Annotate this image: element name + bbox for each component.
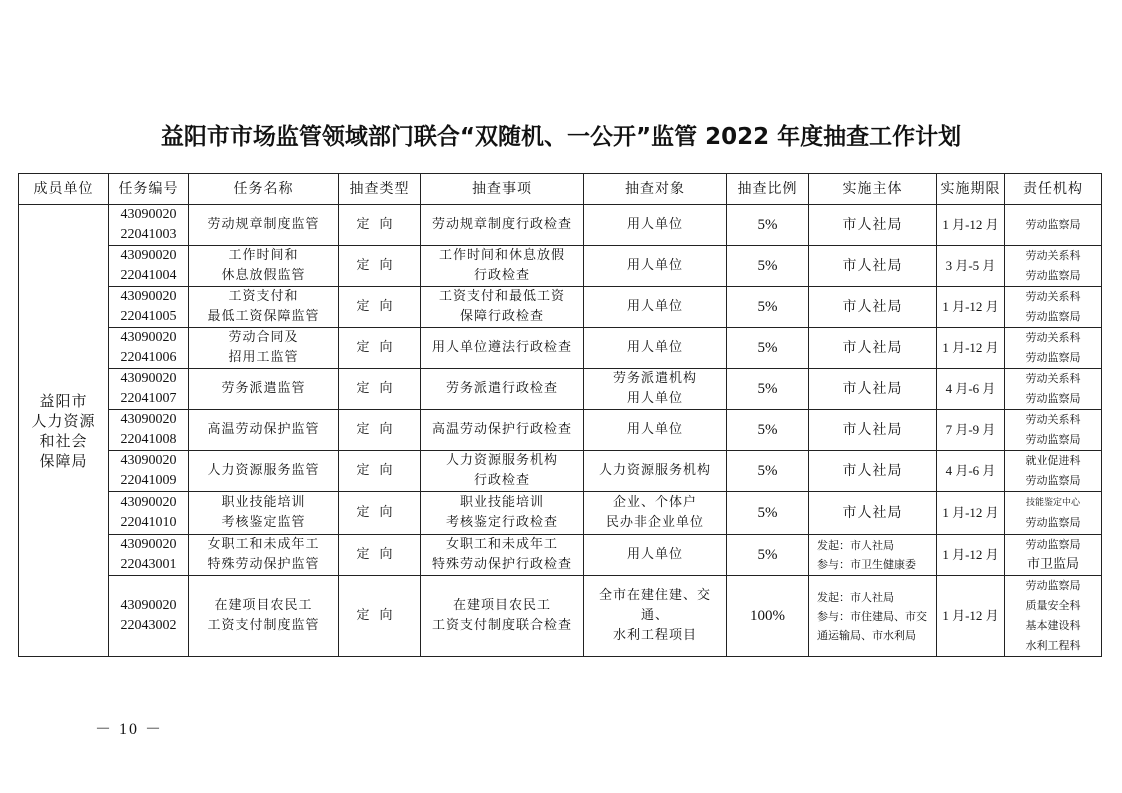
implementation-period-cell: 1 月-12 月 (937, 576, 1005, 657)
implementing-body-cell-line: 市人社局 (842, 299, 903, 315)
task-name-cell (189, 287, 339, 328)
responsible-org-cell (1005, 287, 1102, 328)
member-unit-cell-line: 保障局 (39, 451, 88, 470)
task-name-cell-line: 在建项目农民工 (214, 598, 313, 613)
responsible-org-cell (1005, 410, 1102, 451)
implementing-body-cell-line: 发起：市人社局 (817, 590, 894, 604)
task-code-cell (109, 328, 189, 369)
responsible-org-cell-line: 劳动监察局 (1025, 579, 1081, 592)
implementing-body-cell-line: 市人社局 (842, 258, 903, 274)
implementing-body-cell (809, 535, 937, 576)
inspection-object-cell (584, 410, 727, 451)
task-name-cell-line: 劳务派遣监管 (221, 381, 306, 396)
task-name-cell-line: 考核鉴定监管 (221, 515, 306, 530)
responsible-org-cell-line: 市卫监局 (1026, 557, 1079, 572)
inspection-object-cell (584, 246, 727, 287)
implementation-period-cell: 7 月-9 月 (937, 410, 1005, 451)
table-row (19, 205, 1102, 246)
inspection-type-cell: 定向 (339, 287, 421, 328)
responsible-org-cell-line: 劳动监察局 (1025, 269, 1081, 282)
task-code-cell-line: 22043002 (120, 618, 177, 633)
task-code-cell-line: 43090020 (120, 207, 177, 222)
task-code-cell-line: 22041004 (120, 268, 177, 283)
responsible-org-cell-line: 劳动关系科 (1025, 372, 1081, 385)
table-row (19, 451, 1102, 492)
task-code-cell-line: 43090020 (120, 495, 177, 510)
inspection-ratio-cell: 5% (727, 246, 809, 287)
inspection-item-cell (421, 451, 584, 492)
implementing-body-cell (809, 287, 937, 328)
inspection-type-cell: 定向 (339, 451, 421, 492)
implementing-body-cell (809, 205, 937, 246)
implementation-period-cell: 1 月-12 月 (937, 535, 1005, 576)
inspection-type-cell: 定向 (339, 492, 421, 535)
inspection-item-cell (421, 410, 584, 451)
implementing-body-cell-line: 发起：市人社局 (817, 539, 894, 552)
implementing-body-cell-line: 市人社局 (842, 505, 903, 521)
inspection-type-cell: 定向 (339, 246, 421, 287)
inspection-item-cell (421, 492, 584, 535)
task-code-cell-line: 43090020 (120, 289, 177, 304)
inspection-object-cell (584, 492, 727, 535)
column-header: 成员单位 (19, 174, 109, 205)
inspection-type-cell: 定向 (339, 369, 421, 410)
inspection-item-cell-line: 工作时间和休息放假 (438, 248, 565, 263)
inspection-object-cell-line: 企业、个体户 (612, 495, 697, 510)
task-name-cell-line: 职业技能培训 (221, 495, 306, 510)
inspection-item-cell-line: 行政检查 (473, 473, 530, 488)
responsible-org-cell (1005, 328, 1102, 369)
task-code-cell (109, 451, 189, 492)
responsible-org-cell-line: 劳动监察局 (1025, 310, 1081, 323)
inspection-ratio-cell: 5% (727, 287, 809, 328)
inspection-item-cell (421, 328, 584, 369)
responsible-org-cell (1005, 492, 1102, 535)
responsible-org-cell (1005, 576, 1102, 657)
implementing-body-cell (809, 492, 937, 535)
inspection-plan-table (18, 173, 1102, 657)
inspection-object-cell (584, 205, 727, 246)
task-code-cell (109, 410, 189, 451)
task-name-cell-line: 女职工和未成年工 (207, 537, 320, 552)
responsible-org-cell-line: 劳动关系科 (1025, 290, 1081, 303)
inspection-item-cell (421, 287, 584, 328)
implementing-body-cell-line: 参与：市住建局、市交 (817, 609, 927, 623)
task-code-cell (109, 369, 189, 410)
implementation-period-cell: 4 月-6 月 (937, 451, 1005, 492)
inspection-item-cell-line: 在建项目农民工 (452, 598, 551, 613)
column-header: 责任机构 (1005, 174, 1102, 205)
task-name-cell-line: 工作时间和 (228, 248, 299, 263)
member-unit-cell-line: 人力资源 (31, 411, 96, 430)
implementing-body-cell (809, 451, 937, 492)
column-header: 实施主体 (809, 174, 937, 205)
inspection-item-cell-line: 高温劳动保护行政检查 (431, 422, 572, 437)
task-name-cell (189, 576, 339, 657)
responsible-org-cell-line: 劳动监察局 (1025, 351, 1081, 364)
implementation-period-cell: 3 月-5 月 (937, 246, 1005, 287)
inspection-object-cell-line: 用人单位 (626, 391, 683, 406)
member-unit-cell-line: 和社会 (39, 431, 88, 450)
task-code-cell-line: 43090020 (120, 371, 177, 386)
responsible-org-cell (1005, 535, 1102, 576)
task-name-cell-line: 工资支付制度监管 (207, 618, 320, 633)
task-name-cell-line: 工资支付和 (228, 289, 299, 304)
task-code-cell-line: 43090020 (120, 453, 177, 468)
inspection-object-cell-line: 水利工程项目 (612, 628, 697, 643)
implementation-period-cell: 1 月-12 月 (937, 205, 1005, 246)
responsible-org-cell-line: 质量安全科 (1025, 599, 1081, 612)
implementing-body-cell (809, 328, 937, 369)
table-row (19, 246, 1102, 287)
inspection-object-cell-line: 劳务派遣机构 (612, 371, 697, 386)
task-code-cell-line: 43090020 (120, 248, 177, 263)
task-code-cell-line: 22041005 (120, 309, 177, 324)
inspection-object-cell-line: 用人单位 (626, 340, 683, 355)
task-name-cell (189, 205, 339, 246)
inspection-item-cell-line: 特殊劳动保护行政检查 (431, 557, 572, 572)
inspection-ratio-cell: 5% (727, 205, 809, 246)
implementing-body-cell-line: 市人社局 (842, 217, 903, 233)
task-name-cell-line: 休息放假监管 (221, 268, 306, 283)
inspection-item-cell-line: 用人单位遵法行政检查 (431, 340, 572, 355)
inspection-ratio-cell: 5% (727, 410, 809, 451)
task-code-cell-line: 22043001 (120, 557, 177, 572)
inspection-object-cell-line: 用人单位 (626, 258, 683, 273)
implementation-period-cell: 4 月-6 月 (937, 369, 1005, 410)
table-row (19, 410, 1102, 451)
inspection-object-cell (584, 369, 727, 410)
task-code-cell (109, 205, 189, 246)
responsible-org-cell-line: 水利工程科 (1025, 639, 1081, 652)
implementing-body-cell (809, 369, 937, 410)
implementing-body-cell-line: 市人社局 (842, 381, 903, 397)
responsible-org-cell-line: 劳动关系科 (1025, 331, 1081, 344)
inspection-type-cell: 定向 (339, 328, 421, 369)
implementing-body-cell-line: 参与：市卫生健康委 (817, 558, 916, 571)
task-name-cell (189, 535, 339, 576)
inspection-item-cell-line: 职业技能培训 (459, 495, 544, 510)
task-code-cell-line: 43090020 (120, 330, 177, 345)
inspection-object-cell-line: 全市在建住建、交通、 (598, 588, 711, 623)
table-row (19, 328, 1102, 369)
implementing-body-cell-line: 市人社局 (842, 463, 903, 479)
task-name-cell-line: 最低工资保障监管 (207, 309, 320, 324)
inspection-item-cell-line: 行政检查 (473, 268, 530, 283)
task-name-cell (189, 328, 339, 369)
inspection-item-cell-line: 人力资源服务机构 (445, 453, 558, 468)
task-name-cell (189, 492, 339, 535)
responsible-org-cell (1005, 205, 1102, 246)
implementing-body-cell (809, 576, 937, 657)
task-name-cell (189, 410, 339, 451)
task-name-cell (189, 246, 339, 287)
task-name-cell-line: 特殊劳动保护监管 (207, 557, 320, 572)
responsible-org-cell-line: 劳动监察局 (1025, 218, 1081, 231)
task-code-cell-line: 43090020 (120, 537, 177, 552)
task-code-cell-line: 22041006 (120, 350, 177, 365)
inspection-type-cell: 定向 (339, 205, 421, 246)
responsible-org-cell (1005, 369, 1102, 410)
task-code-cell-line: 22041009 (120, 473, 177, 488)
inspection-item-cell-line: 劳务派遣行政检查 (445, 381, 558, 396)
implementing-body-cell (809, 246, 937, 287)
inspection-item-cell (421, 576, 584, 657)
inspection-item-cell-line: 工资支付制度联合检查 (431, 618, 572, 633)
inspection-ratio-cell: 5% (727, 535, 809, 576)
task-code-cell-line: 22041008 (120, 432, 177, 447)
task-code-cell-line: 43090020 (120, 412, 177, 427)
implementation-period-cell: 1 月-12 月 (937, 492, 1005, 535)
page-number: － 10 － (95, 721, 164, 738)
inspection-ratio-cell: 5% (727, 369, 809, 410)
inspection-item-cell-line: 劳动规章制度行政检查 (431, 217, 572, 232)
inspection-item-cell-line: 女职工和未成年工 (445, 537, 558, 552)
inspection-object-cell-line: 人力资源服务机构 (598, 463, 711, 478)
column-header: 抽查比例 (727, 174, 809, 205)
inspection-type-cell: 定向 (339, 576, 421, 657)
task-code-cell (109, 535, 189, 576)
inspection-object-cell (584, 287, 727, 328)
column-header: 任务编号 (109, 174, 189, 205)
inspection-item-cell-line: 保障行政检查 (459, 309, 544, 324)
inspection-type-cell: 定向 (339, 410, 421, 451)
task-code-cell (109, 492, 189, 535)
responsible-org-cell-line: 劳动监察局 (1025, 516, 1081, 529)
inspection-object-cell (584, 535, 727, 576)
task-name-cell-line: 劳动规章制度监管 (207, 217, 320, 232)
inspection-object-cell (584, 576, 727, 657)
inspection-item-cell-line: 工资支付和最低工资 (438, 289, 565, 304)
table-header-row (19, 174, 1102, 205)
task-name-cell-line: 劳动合同及 (228, 330, 299, 345)
task-code-cell-line: 22041010 (120, 515, 177, 530)
inspection-item-cell (421, 369, 584, 410)
responsible-org-cell (1005, 451, 1102, 492)
column-header: 抽查事项 (421, 174, 584, 205)
responsible-org-cell-line: 劳动监察局 (1025, 538, 1081, 551)
inspection-ratio-cell: 5% (727, 492, 809, 535)
task-code-cell (109, 246, 189, 287)
inspection-ratio-cell: 100% (727, 576, 809, 657)
responsible-org-cell-line: 基本建设科 (1025, 619, 1081, 632)
member-unit-cell-line: 益阳市 (39, 391, 88, 410)
inspection-object-cell (584, 328, 727, 369)
inspection-type-cell: 定向 (339, 535, 421, 576)
responsible-org-cell-line: 劳动监察局 (1025, 392, 1081, 405)
table-row (19, 492, 1102, 535)
task-name-cell-line: 招用工监管 (228, 350, 299, 365)
task-code-cell-line: 43090020 (120, 598, 177, 613)
implementing-body-cell-line: 通运输局、市水利局 (817, 628, 916, 642)
responsible-org-cell (1005, 246, 1102, 287)
task-code-cell (109, 576, 189, 657)
column-header: 抽查对象 (584, 174, 727, 205)
task-name-cell-line: 人力资源服务监管 (207, 463, 320, 478)
task-code-cell-line: 22041007 (120, 391, 177, 406)
table-row (19, 369, 1102, 410)
responsible-org-cell-line: 就业促进科 (1025, 454, 1081, 467)
inspection-item-cell (421, 205, 584, 246)
page-title: 益阳市市场监管领域部门联合“双随机、一公开”监管 2022 年度抽查工作计划 (160, 124, 962, 150)
table-row (19, 535, 1102, 576)
inspection-object-cell-line: 用人单位 (626, 422, 683, 437)
column-header: 抽查类型 (339, 174, 421, 205)
inspection-object-cell-line: 用人单位 (626, 547, 683, 562)
responsible-org-cell-line: 劳动关系科 (1025, 249, 1081, 262)
responsible-org-cell-line: 技能鉴定中心 (1025, 498, 1080, 508)
responsible-org-cell-line: 劳动关系科 (1025, 413, 1081, 426)
inspection-ratio-cell: 5% (727, 451, 809, 492)
task-code-cell-line: 22041003 (120, 227, 177, 242)
inspection-item-cell (421, 246, 584, 287)
task-name-cell (189, 451, 339, 492)
member-unit-cell (19, 205, 109, 657)
column-header: 实施期限 (937, 174, 1005, 205)
responsible-org-cell-line: 劳动监察局 (1025, 474, 1081, 487)
inspection-object-cell-line: 民办非企业单位 (605, 515, 704, 530)
responsible-org-cell-line: 劳动监察局 (1025, 433, 1081, 446)
implementing-body-cell-line: 市人社局 (842, 422, 903, 438)
implementing-body-cell (809, 410, 937, 451)
table-row (19, 576, 1102, 657)
inspection-object-cell (584, 451, 727, 492)
inspection-item-cell (421, 535, 584, 576)
implementation-period-cell: 1 月-12 月 (937, 328, 1005, 369)
task-name-cell (189, 369, 339, 410)
table-row (19, 287, 1102, 328)
task-code-cell (109, 287, 189, 328)
inspection-item-cell-line: 考核鉴定行政检查 (445, 515, 558, 530)
inspection-ratio-cell: 5% (727, 328, 809, 369)
inspection-object-cell-line: 用人单位 (626, 217, 683, 232)
task-name-cell-line: 高温劳动保护监管 (207, 422, 320, 437)
inspection-object-cell-line: 用人单位 (626, 299, 683, 314)
implementation-period-cell: 1 月-12 月 (937, 287, 1005, 328)
implementing-body-cell-line: 市人社局 (842, 340, 903, 356)
column-header: 任务名称 (189, 174, 339, 205)
